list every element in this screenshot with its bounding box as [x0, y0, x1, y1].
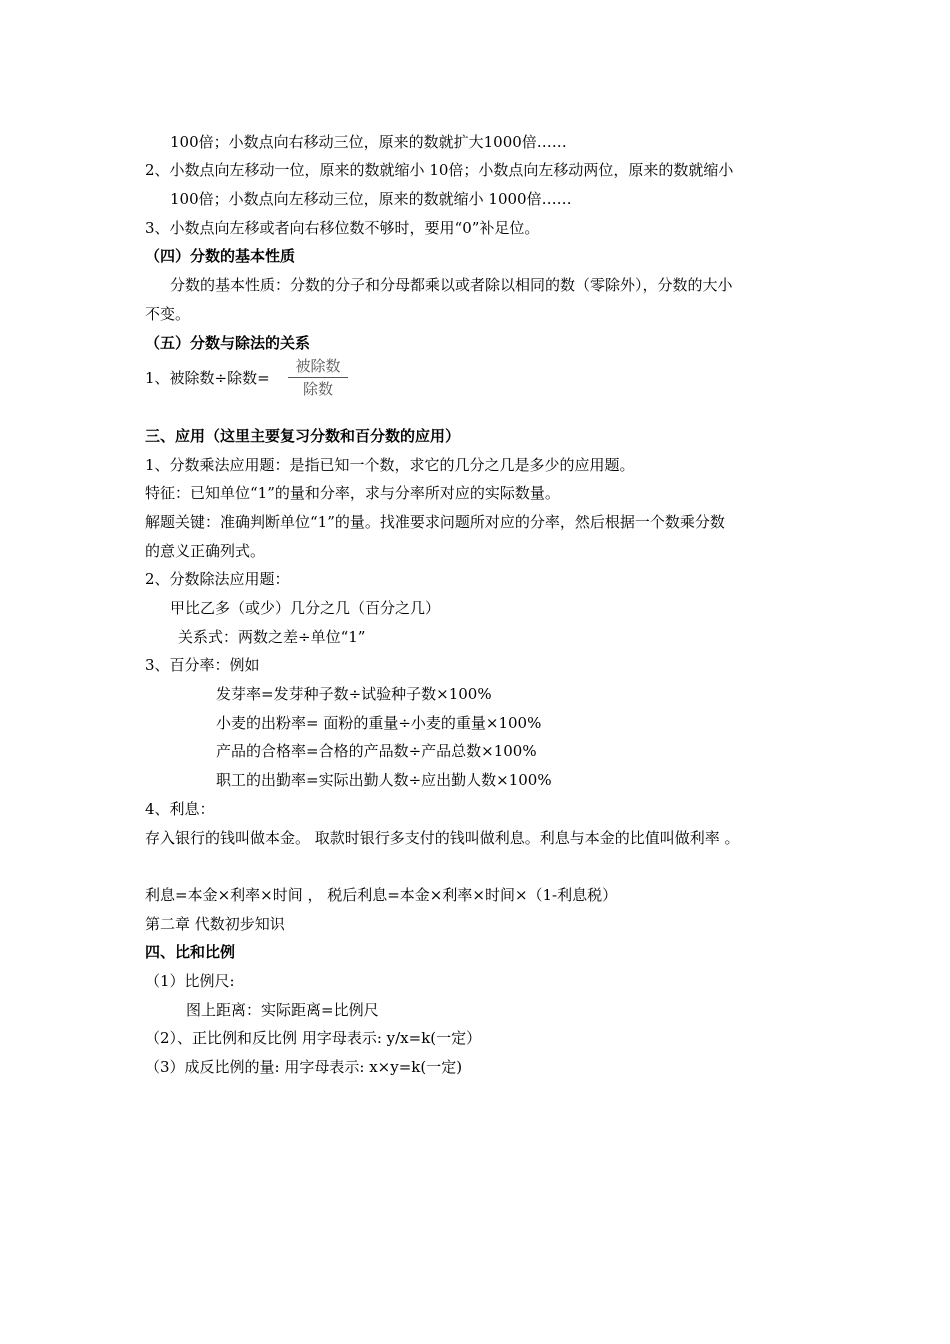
fraction-numerator: 被除数	[295, 357, 341, 375]
section-heading: （五）分数与除法的关系	[145, 334, 311, 352]
text-line: 甲比乙多（或少）几分之几（百分之几）	[170, 599, 441, 617]
text-line: 图上距离：实际距离=比例尺	[186, 1001, 379, 1019]
formula-line: 职工的出勤率=实际出勤人数÷应出勤人数×100%	[216, 771, 552, 789]
fraction-bar	[288, 377, 348, 378]
text-line: 1、被除数÷除数=	[145, 369, 270, 387]
text-line: 分数的基本性质：分数的分子和分母都乘以或者除以相同的数（零除外），分数的大小	[170, 276, 733, 294]
text-line: 2、小数点向左移动一位，原来的数就缩小 10倍；小数点向左移动两位，原来的数就缩小	[145, 161, 734, 179]
text-line: （1）比例尺:	[145, 972, 235, 990]
fraction-denominator: 除数	[302, 380, 333, 398]
text-line: 3、小数点向左移或者向右移位数不够时，要用“0”补足位。	[145, 219, 540, 237]
text-line: （3）成反比例的量: 用字母表示: x×y=k(一定)	[145, 1058, 463, 1076]
text-line: 解题关键：准确判断单位“1”的量。找准要求问题所对应的分率，然后根据一个数乘分数	[145, 513, 725, 531]
formula-line: 利息=本金×利率×时间 ， 税后利息=本金×利率×时间×（1-利息税）	[145, 886, 618, 904]
text-line: （2）、正比例和反比例 用字母表示: y/x=k(一定）	[145, 1029, 482, 1047]
text-line: 的意义正确列式。	[145, 542, 266, 560]
text-line: 特征：已知单位“1”的量和分率，求与分率所对应的实际数量。	[145, 484, 560, 502]
text-line: 不变。	[145, 305, 191, 323]
text-line: 1、分数乘法应用题：是指已知一个数，求它的几分之几是多少的应用题。	[145, 456, 635, 474]
fraction	[288, 356, 348, 399]
text-line: 3、百分率：例如	[145, 656, 260, 674]
section-heading: （四）分数的基本性质	[145, 247, 296, 265]
text-line: 100倍；小数点向左移动三位，原来的数就缩小 1000倍……	[170, 190, 572, 208]
formula-line: 产品的合格率=合格的产品数÷产品总数×100%	[216, 742, 537, 760]
formula-line: 小麦的出粉率= 面粉的重量÷小麦的重量×100%	[216, 714, 542, 732]
chapter-title: 第二章 代数初步知识	[145, 915, 285, 933]
text-line: 关系式：两数之差÷单位“1”	[178, 628, 366, 646]
text-line: 2、分数除法应用题：	[145, 570, 290, 588]
formula-line: 发芽率=发芽种子数÷试验种子数×100%	[216, 685, 492, 703]
text-line: 4、利息：	[145, 800, 215, 818]
text-line: 存入银行的钱叫做本金。 取款时银行多支付的钱叫做利息。利息与本金的比值叫做利率 。	[145, 829, 740, 847]
text-line: 100倍；小数点向右移动三位，原来的数就扩大1000倍……	[170, 133, 567, 151]
section-heading: 三、应用（这里主要复习分数和百分数的应用）	[145, 427, 461, 445]
section-heading: 四、比和比例	[145, 943, 236, 961]
